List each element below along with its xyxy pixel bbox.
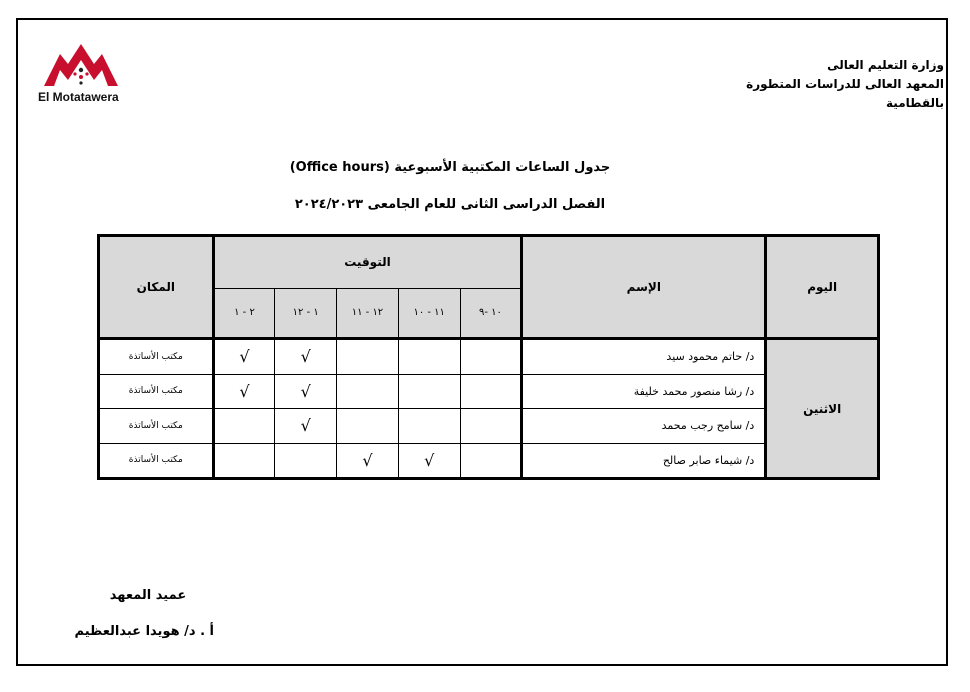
header-line-location: بالقطامية	[886, 96, 944, 110]
name-cell: د/ شيماء صابر صالح	[522, 443, 766, 478]
schedule-title: جدول الساعات المكتبية الأسبوعية (Office hours)	[289, 160, 611, 175]
slot-header: ١ - ١٢	[275, 288, 337, 339]
name-cell: د/ حاتم محمود سيد	[522, 339, 766, 374]
semester-title: الفصل الدراسى الثانى للعام الجامعى ٢٠٢٤/٢٠٢٣	[294, 197, 606, 212]
slot-header: ١٢ - ١١	[337, 288, 399, 339]
timing-header: التوقيت	[213, 236, 522, 289]
check-cell	[275, 443, 337, 478]
header-line-ministry: وزارة التعليم العالى	[827, 58, 944, 72]
place-cell: مكتب الأساتذة	[99, 339, 214, 374]
check-cell: √	[275, 339, 337, 374]
check-cell	[398, 374, 460, 408]
check-cell	[213, 443, 275, 478]
slot-header: ١١ - ١٠	[398, 288, 460, 339]
check-cell	[398, 339, 460, 374]
check-cell	[337, 339, 399, 374]
institute-logo	[38, 40, 128, 104]
dean-title: عميد المعهد	[109, 588, 187, 603]
table-row	[99, 443, 879, 478]
check-cell: √	[275, 409, 337, 443]
check-cell	[460, 374, 522, 408]
check-cell	[398, 409, 460, 443]
name-cell: د/ رشا منصور محمد خليفة	[522, 374, 766, 408]
slot-header: ٢ - ١	[213, 288, 275, 339]
slot-header: ١٠ -٩	[460, 288, 522, 339]
place-cell: مكتب الأساتذة	[99, 409, 214, 443]
check-cell: √	[213, 374, 275, 408]
name-header: الإسم	[522, 236, 766, 339]
ministry-header	[746, 56, 944, 113]
logo-text: El Motatawera	[38, 90, 119, 104]
table-row	[99, 339, 879, 374]
check-cell: √	[398, 443, 460, 478]
check-cell	[337, 374, 399, 408]
check-cell: √	[337, 443, 399, 478]
mountains-logo-icon	[42, 40, 120, 88]
place-cell: مكتب الأساتذة	[99, 374, 214, 408]
check-cell	[460, 443, 522, 478]
header-line-institute: المعهد العالى للدراسات المتطورة	[746, 77, 944, 91]
day-cell: الاثنين	[766, 339, 879, 479]
check-cell	[213, 409, 275, 443]
check-cell	[337, 409, 399, 443]
table-row	[99, 409, 879, 443]
check-cell: √	[275, 374, 337, 408]
place-cell: مكتب الأساتذة	[99, 443, 214, 478]
check-cell	[460, 339, 522, 374]
check-cell	[460, 409, 522, 443]
table-row	[99, 374, 879, 408]
place-header: المكان	[99, 236, 214, 339]
office-hours-table	[97, 234, 880, 480]
day-header: اليوم	[766, 236, 879, 339]
name-cell: د/ سامح رجب محمد	[522, 409, 766, 443]
check-cell: √	[213, 339, 275, 374]
dean-name: أ . د/ هويدا عبدالعظيم	[74, 624, 214, 639]
